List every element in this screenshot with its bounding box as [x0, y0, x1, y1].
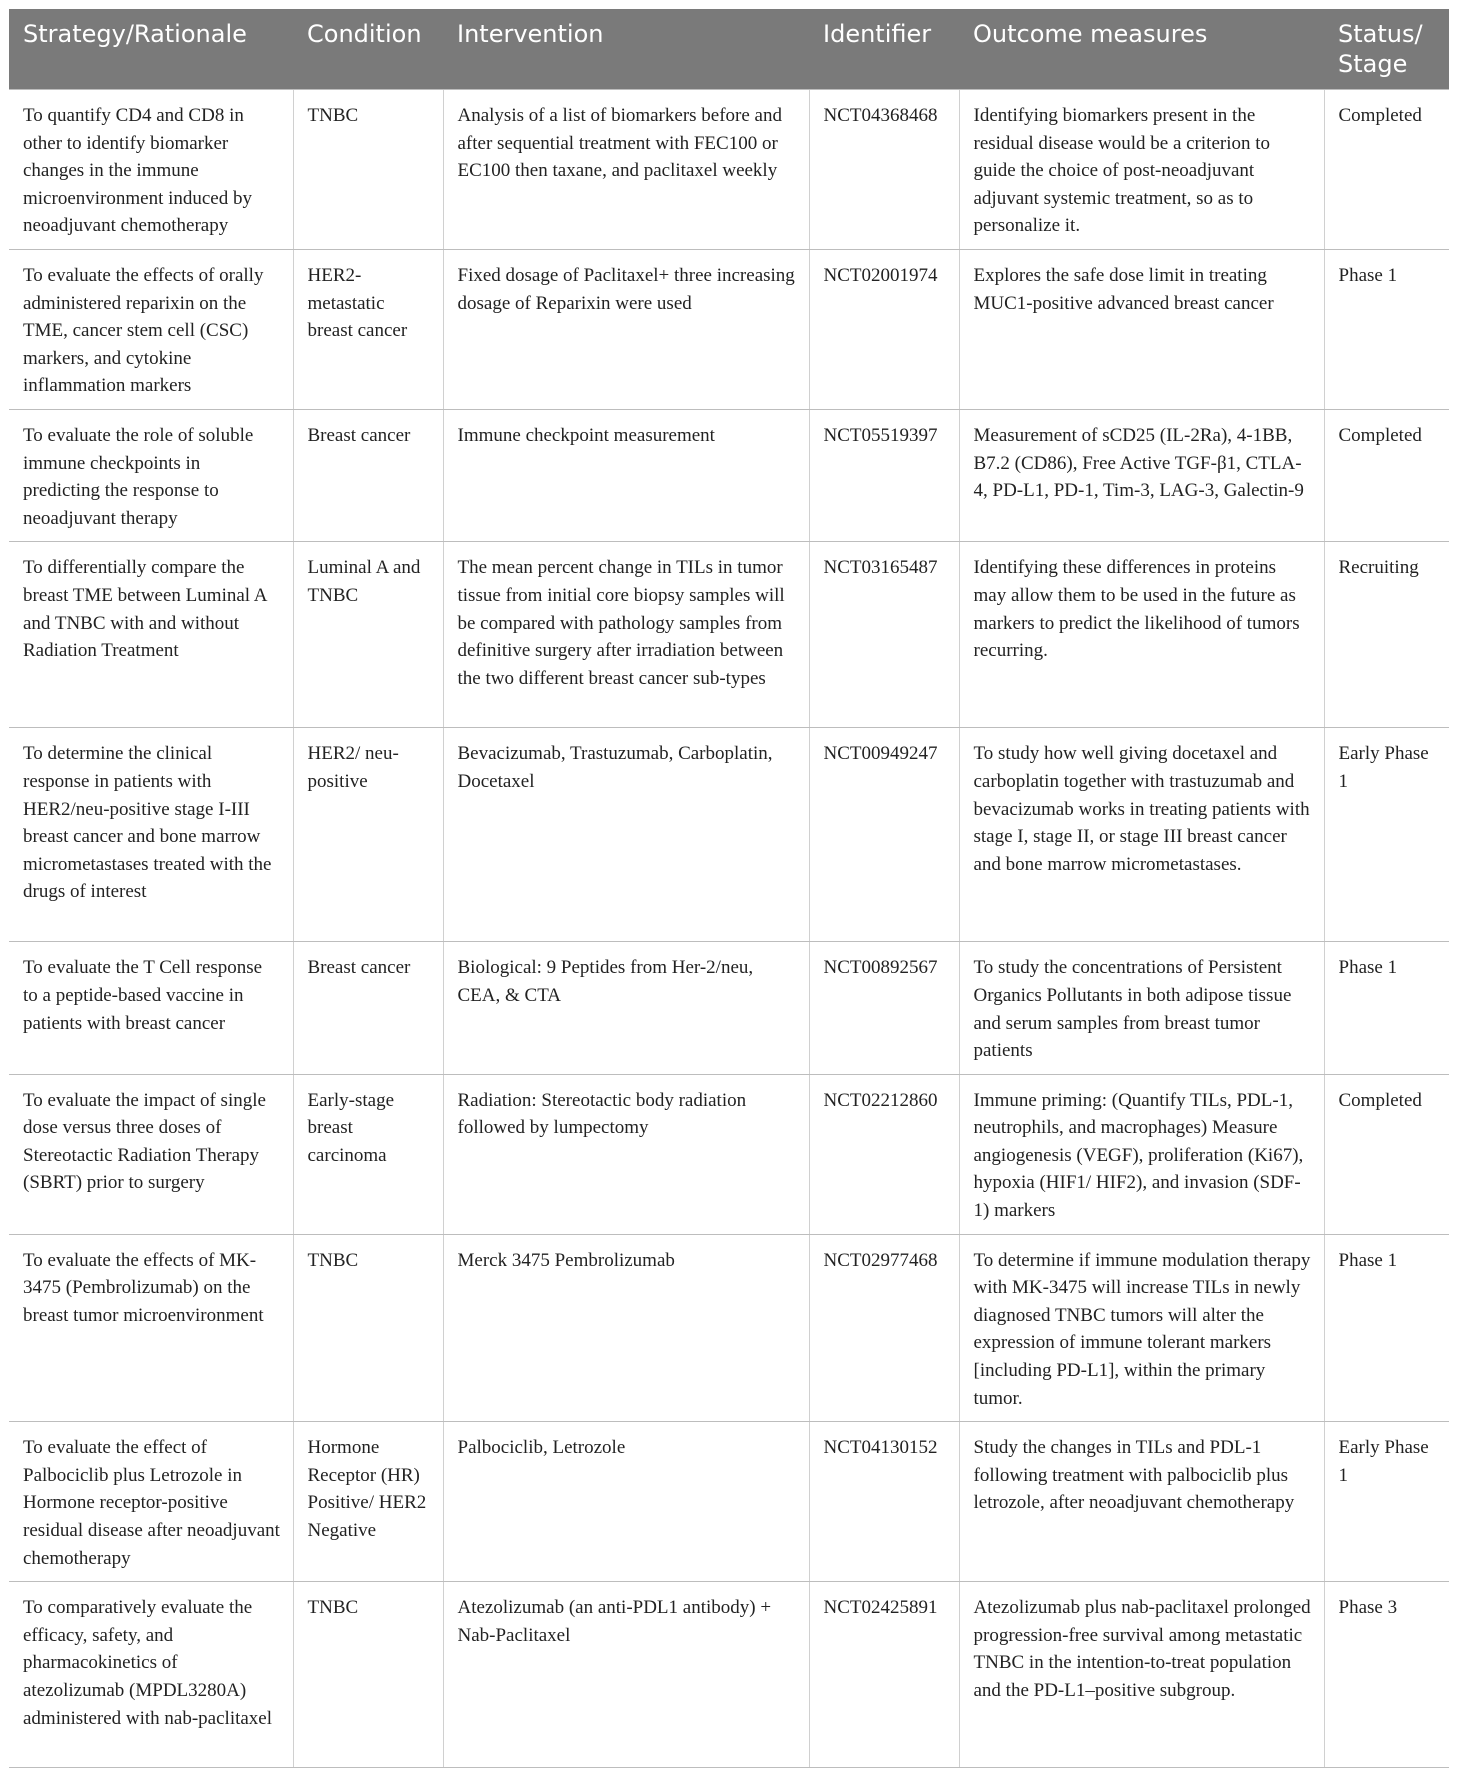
cell-status: Phase 1 [1324, 1234, 1449, 1422]
table-row [9, 409, 1449, 541]
cell-status: Phase 1 [1324, 249, 1449, 409]
cell-identifier: NCT05519397 [809, 409, 959, 541]
cell-outcome: Study the changes in TILs and PDL-1 following treatment with palbociclib plus letrozole, after neoadjuvant chemotherapy [959, 1422, 1324, 1582]
cell-intervention: Analysis of a list of biomarkers before and after sequential treatment with FEC100 or EC100 then taxane, and paclitaxel weekly [443, 90, 809, 250]
cell-intervention: Radiation: Stereotactic body radiation followed by lumpectomy [443, 1074, 809, 1234]
cell-status: Recruiting [1324, 542, 1449, 728]
cell-outcome: To study how well giving docetaxel and carboplatin together with trastuzumab and bevacizumab works in treating patients with stage I, stage II, or stage III breast cancer and bone marrow micrometastases. [959, 728, 1324, 942]
cell-identifier: NCT04368468 [809, 90, 959, 250]
cell-outcome: To determine if immune modulation therapy with MK-3475 will increase TILs in newly diagnosed TNBC tumors will alter the expression of immune tolerant markers [including PD-L1], within the primary tumor. [959, 1234, 1324, 1422]
cell-condition: TNBC [293, 1582, 443, 1768]
cell-strategy: To evaluate the effects of orally administered reparixin on the TME, cancer stem cell (CSC) markers, and cytokine inflammation markers [9, 249, 293, 409]
cell-strategy: To quantify CD4 and CD8 in other to identify biomarker changes in the immune microenvironment induced by neoadjuvant chemotherapy [9, 90, 293, 250]
cell-outcome: Atezolizumab plus nab-paclitaxel prolonged progression-free survival among metastatic TNBC in the intention-to-treat population and the PD-L1–positive subgroup. [959, 1582, 1324, 1768]
cell-status: Completed [1324, 409, 1449, 541]
cell-strategy: To evaluate the T Cell response to a peptide-based vaccine in patients with breast cancer [9, 942, 293, 1074]
cell-intervention: Palbociclib, Letrozole [443, 1422, 809, 1582]
cell-condition: Breast cancer [293, 942, 443, 1074]
cell-strategy: To determine the clinical response in patients with HER2/neu-positive stage I-III breast cancer and bone marrow micrometastases treated with the drugs of interest [9, 728, 293, 942]
header-strategy: Strategy/Rationale [9, 9, 293, 90]
cell-strategy: To evaluate the effects of MK-3475 (Pembrolizumab) on the breast tumor microenvironment [9, 1234, 293, 1422]
cell-condition: TNBC [293, 90, 443, 250]
cell-identifier: NCT04130152 [809, 1422, 959, 1582]
cell-intervention: Merck 3475 Pembrolizumab [443, 1234, 809, 1422]
trials-table-container [9, 9, 1449, 1768]
cell-outcome: Identifying biomarkers present in the residual disease would be a criterion to guide the choice of post-neoadjuvant adjuvant systemic treatment, so as to personalize it. [959, 90, 1324, 250]
table-row [9, 728, 1449, 942]
cell-identifier: NCT02001974 [809, 249, 959, 409]
cell-intervention: Atezolizumab (an anti-PDL1 antibody) + Nab-Paclitaxel [443, 1582, 809, 1768]
header-intervention: Intervention [443, 9, 809, 90]
table-row [9, 1074, 1449, 1234]
cell-condition: TNBC [293, 1234, 443, 1422]
cell-outcome: Explores the safe dose limit in treating MUC1-positive advanced breast cancer [959, 249, 1324, 409]
cell-strategy: To evaluate the role of soluble immune checkpoints in predicting the response to neoadjuvant therapy [9, 409, 293, 541]
cell-status: Completed [1324, 90, 1449, 250]
cell-condition: HER2/ neu-positive [293, 728, 443, 942]
cell-strategy: To evaluate the effect of Palbociclib plus Letrozole in Hormone receptor-positive residual disease after neoadjuvant chemotherapy [9, 1422, 293, 1582]
cell-identifier: NCT00949247 [809, 728, 959, 942]
table-row [9, 1234, 1449, 1422]
cell-intervention: The mean percent change in TILs in tumor tissue from initial core biopsy samples will be compared with pathology samples from definitive surgery after irradiation between the two different breast cancer sub-types [443, 542, 809, 728]
cell-condition: Luminal A and TNBC [293, 542, 443, 728]
cell-identifier: NCT02212860 [809, 1074, 959, 1234]
cell-intervention: Immune checkpoint measurement [443, 409, 809, 541]
cell-condition: Breast cancer [293, 409, 443, 541]
cell-status: Phase 1 [1324, 942, 1449, 1074]
cell-intervention: Bevacizumab, Trastuzumab, Carboplatin, Docetaxel [443, 728, 809, 942]
cell-condition: Hormone Receptor (HR) Positive/ HER2 Negative [293, 1422, 443, 1582]
cell-outcome: Identifying these differences in proteins may allow them to be used in the future as markers to predict the likelihood of tumors recurring. [959, 542, 1324, 728]
table-row [9, 542, 1449, 728]
cell-condition: HER2-metastatic breast cancer [293, 249, 443, 409]
cell-identifier: NCT03165487 [809, 542, 959, 728]
header-row [9, 9, 1449, 90]
header-outcome: Outcome measures [959, 9, 1324, 90]
cell-outcome: Immune priming: (Quantify TILs, PDL-1, neutrophils, and macrophages) Measure angiogenesis (VEGF), proliferation (Ki67), hypoxia (HIF1/ HIF2), and invasion (SDF-1) markers [959, 1074, 1324, 1234]
cell-identifier: NCT00892567 [809, 942, 959, 1074]
clinical-trials-table [9, 9, 1449, 1768]
table-row [9, 1582, 1449, 1768]
cell-intervention: Biological: 9 Peptides from Her-2/neu, CEA, & CTA [443, 942, 809, 1074]
table-row [9, 90, 1449, 250]
cell-outcome: To study the concentrations of Persistent Organics Pollutants in both adipose tissue and serum samples from breast tumor patients [959, 942, 1324, 1074]
cell-status: Early Phase 1 [1324, 1422, 1449, 1582]
cell-status: Phase 3 [1324, 1582, 1449, 1768]
cell-strategy: To differentially compare the breast TME between Luminal A and TNBC with and without Radiation Treatment [9, 542, 293, 728]
table-row [9, 249, 1449, 409]
cell-identifier: NCT02425891 [809, 1582, 959, 1768]
table-row [9, 1422, 1449, 1582]
cell-outcome: Measurement of sCD25 (IL-2Ra), 4-1BB, B7.2 (CD86), Free Active TGF-β1, CTLA-4, PD-L1, PD-1, Tim-3, LAG-3, Galectin-9 [959, 409, 1324, 541]
header-status: Status/ Stage [1324, 9, 1449, 90]
cell-intervention: Fixed dosage of Paclitaxel+ three increasing dosage of Reparixin were used [443, 249, 809, 409]
cell-identifier: NCT02977468 [809, 1234, 959, 1422]
header-identifier: Identifier [809, 9, 959, 90]
cell-condition: Early-stage breast carcinoma [293, 1074, 443, 1234]
header-condition: Condition [293, 9, 443, 90]
table-row [9, 942, 1449, 1074]
cell-strategy: To evaluate the impact of single dose versus three doses of Stereotactic Radiation Therapy (SBRT) prior to surgery [9, 1074, 293, 1234]
cell-strategy: To comparatively evaluate the efficacy, safety, and pharmacokinetics of atezolizumab (MPDL3280A) administered with nab-paclitaxel [9, 1582, 293, 1768]
cell-status: Completed [1324, 1074, 1449, 1234]
cell-status: Early Phase 1 [1324, 728, 1449, 942]
